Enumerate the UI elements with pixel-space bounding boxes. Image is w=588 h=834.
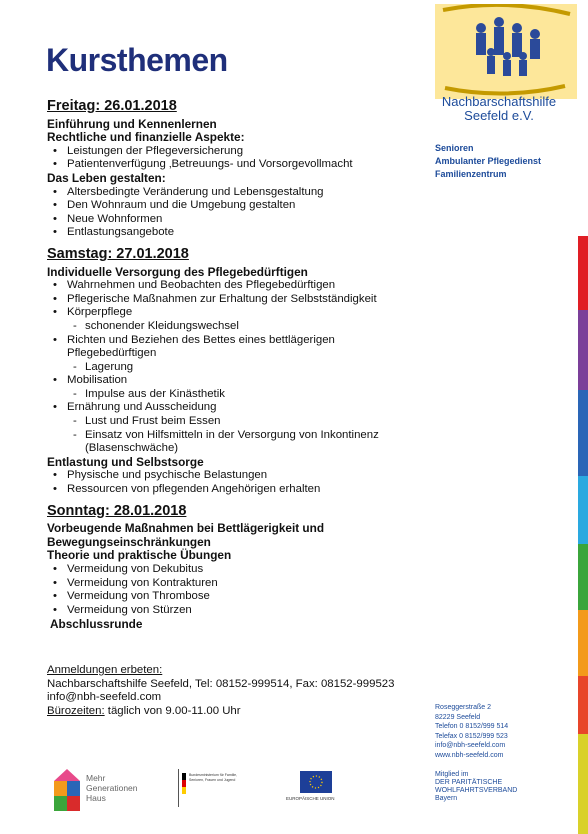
topic-list xyxy=(47,145,422,172)
list-item: • Mobilisation - Impulse aus der Kinästhetik xyxy=(67,374,422,401)
ministry-text: Bundesministerium für Familie, Senioren, Frauen und Jugend xyxy=(189,773,238,782)
list-item: • Ressourcen von pflegenden Angehörigen erhalten xyxy=(67,483,422,497)
list-item: • Ernährung und Ausscheidung - Lust und Frust beim Essen - Einsatz von Hilfsmitteln in der Versorgung von Inkontinenz (Blasenschwäche) xyxy=(67,401,422,455)
day-friday xyxy=(47,100,422,240)
contact-phone-line: Nachbarschaftshilfe Seefeld, Tel: 08152-999514, Fax: 08152-999523 xyxy=(47,677,395,690)
sub-item: - Einsatz von Hilfsmitteln in der Versorgung von Inkontinenz (Blasenschwäche) xyxy=(85,429,422,456)
list-item: • Richten und Beziehen des Bettes eines bettlägerigen Pflegebedürftigen - Lagerung xyxy=(67,334,422,375)
address-website[interactable]: www.nbh-seefeld.com xyxy=(435,751,504,759)
color-strip xyxy=(578,0,588,834)
list-item: • Vermeidung von Thrombose xyxy=(67,590,422,604)
registration-heading: Anmeldungen erbeten: xyxy=(47,664,163,676)
section-title: Einführung und Kennenlernen Rechtliche und finanzielle Aspekte: xyxy=(47,116,245,145)
list-item: • Neue Wohnformen xyxy=(67,213,422,227)
course-content xyxy=(47,100,422,640)
footer-logos xyxy=(50,767,350,817)
closing-session: Abschlussrunde xyxy=(50,617,143,632)
list-item: • Altersbedingte Veränderung und Lebensgestaltung xyxy=(67,186,422,200)
topic-list xyxy=(47,279,422,456)
sub-item: - Lagerung xyxy=(85,361,422,375)
mgh-house-icon xyxy=(52,767,82,813)
list-item: • Vermeidung von Kontrakturen xyxy=(67,577,422,591)
list-item: • Körperpflege - schonender Kleidungswechsel xyxy=(67,306,422,333)
list-item: • Vermeidung von Stürzen xyxy=(67,604,422,618)
sub-item: - Impulse aus der Kinästhetik xyxy=(85,388,422,402)
address-block: Roseggerstraße 2 82229 Seefeld Telefon 0 8152/999 514 Telefax 0 8152/999 523 info@nbh-seefeld.com www.nbh-seefeld.com xyxy=(435,704,509,759)
day-heading: Sonntag: 28.01.2018 xyxy=(47,502,187,519)
list-item: • Den Wohnraum und die Umgebung gestalten xyxy=(67,199,422,213)
registration-contact xyxy=(47,664,447,718)
contact-email[interactable]: info@nbh-seefeld.com xyxy=(47,691,162,704)
section-title: Das Leben gestalten: xyxy=(47,170,166,185)
list-item: • Physische und psychische Belastungen xyxy=(67,469,422,483)
list-item: • Vermeidung von Dekubitus xyxy=(67,563,422,577)
day-sunday xyxy=(47,502,422,632)
list-item: • Wahrnehmen und Beobachten des Pflegebedürftigen xyxy=(67,279,422,293)
day-heading: Samstag: 27.01.2018 xyxy=(47,245,189,262)
list-item: • Pflegerische Maßnahmen zur Erhaltung der Selbstständigkeit xyxy=(67,293,422,307)
org-name: Nachbarschaftshilfe Seefeld e.V. xyxy=(441,94,557,123)
sub-item: - schonender Kleidungswechsel xyxy=(85,320,422,334)
topic-list xyxy=(47,563,422,617)
org-subtitle: Senioren Ambulanter Pflegedienst Familienzentrum xyxy=(435,143,542,179)
office-hours: Bürozeiten: täglich von 9.00-11.00 Uhr xyxy=(47,704,241,717)
nbh-logo xyxy=(435,4,577,99)
section-title: Individuelle Versorgung des Pflegebedürftigen xyxy=(47,264,308,279)
section-title: Vorbeugende Maßnahmen bei Bettlägerigkeit und Bewegungseinschränkungen Theorie und praktische Übungen xyxy=(47,521,325,563)
eu-text: EUROPÄISCHE UNION xyxy=(286,796,335,801)
list-item: • Entlastungsangebote xyxy=(67,226,422,240)
mgh-text: Mehr Generationen Haus xyxy=(86,773,138,803)
address-email[interactable]: info@nbh-seefeld.com xyxy=(435,742,506,749)
divider xyxy=(178,769,179,807)
topic-list xyxy=(47,469,422,496)
list-item: • Patientenverfügung ‚Betreuungs- und Vorsorgevollmacht xyxy=(67,158,422,172)
day-heading: Freitag: 26.01.2018 xyxy=(47,98,177,114)
section-title: Entlastung und Selbstsorge xyxy=(47,454,204,469)
page-title: Kursthemen xyxy=(46,42,228,78)
list-item: • Leistungen der Pflegeversicherung xyxy=(67,145,422,159)
sub-item: - Lust und Frust beim Essen xyxy=(85,415,422,429)
day-saturday xyxy=(47,245,422,497)
membership-note: Mitglied im DER PARITÄTISCHE WOHLFAHRTSVERBAND Bayern xyxy=(435,771,518,802)
eu-flag-icon xyxy=(300,771,332,793)
topic-list xyxy=(47,186,422,240)
